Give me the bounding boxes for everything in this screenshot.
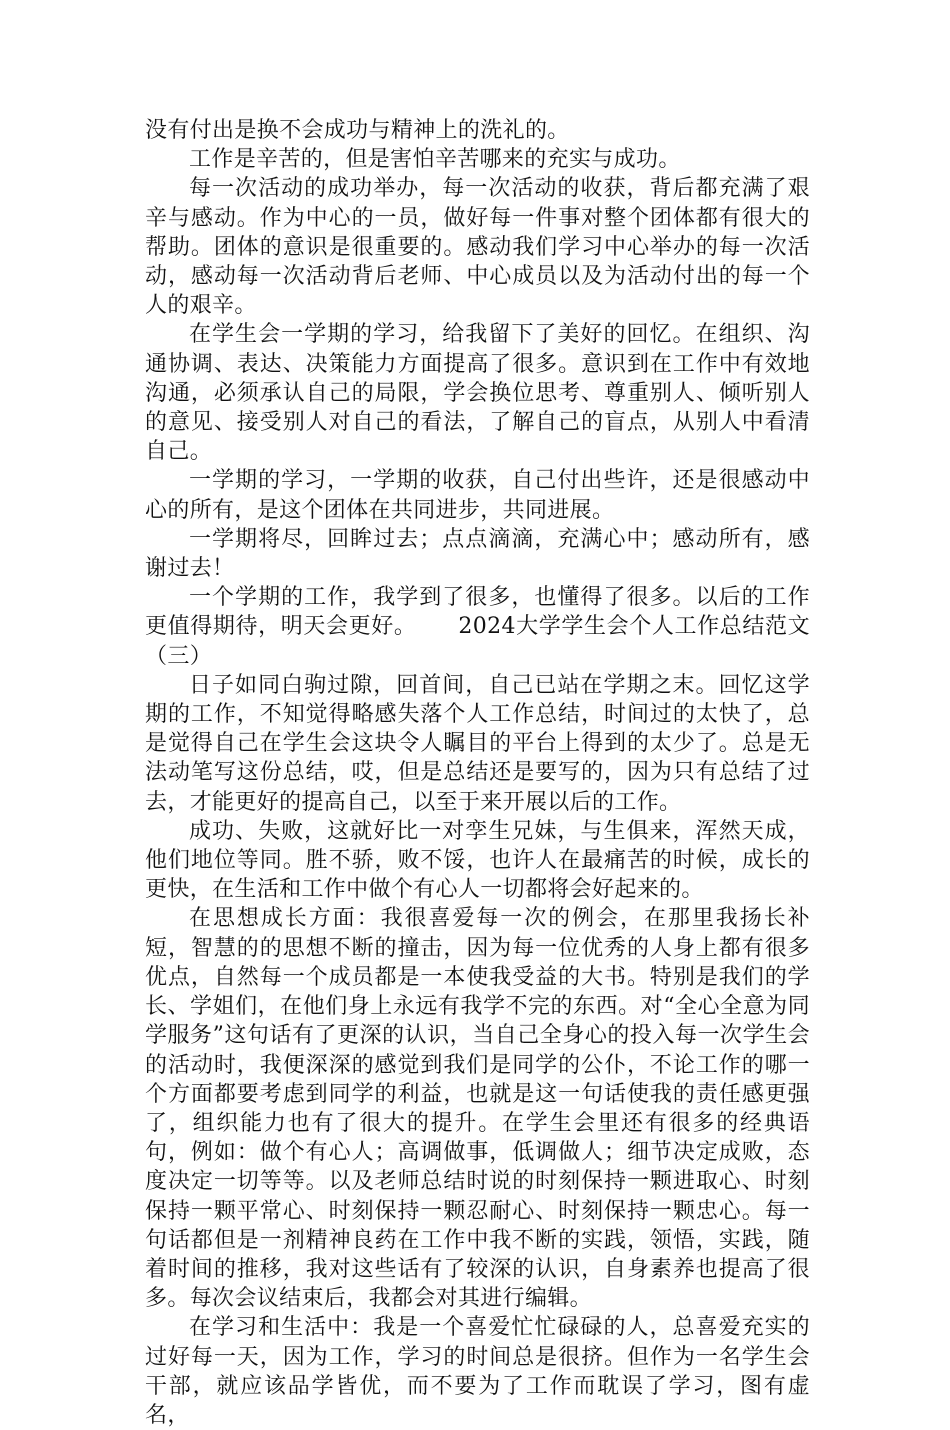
- paragraph-9: 成功、失败，这就好比一对孪生兄妹，与生俱来，浑然天成，他们地位等同。胜不骄，败不馁，也许人在最痛苦的时候，成长的更快，在生活和工作中做个有心人一切都将会好起来的。: [145, 818, 810, 903]
- paragraph-4: 在学生会一学期的学习，给我留下了美好的回忆。在组织、沟通协调、表达、决策能力方面提高了很多。意识到在工作中有效地沟通，必须承认自己的局限，学会换位思考、尊重别人、倾听别人的意见、接受别人对自己的看法，了解自己的盲点，从别人中看清自己。: [145, 322, 810, 465]
- paragraph-7: 一个学期的工作，我学到了很多，也懂得了很多。以后的工作更值得期待，明天会更好。 2024大学学生会个人工作总结范文（三）: [145, 585, 810, 669]
- paragraph-1: 没有付出是换不会成功与精神上的洗礼的。: [145, 118, 570, 143]
- paragraph-8: 日子如同白驹过隙，回首间，自己已站在学期之末。回忆这学期的工作，不知觉得略感失落个人工作总结，时间过的太快了，总是觉得自己在学生会这块令人瞩目的平台上得到的太少了。总是无法动笔写这份总结，哎，但是总结还是要写的，因为只有总结了过去，才能更好的提高自己，以至于来开展以后的工作。: [145, 672, 810, 815]
- paragraph-10: 在思想成长方面：我很喜爱每一次的例会，在那里我扬长补短，智慧的的思想不断的撞击，因为每一位优秀的人身上都有很多优点，自然每一个成员都是一本使我受益的大书。特别是我们的学长、学姐们，在他们身上永远有我学不完的东西。对“全心全意为同学服务”这句话有了更深的认识，当自己全身心的投入每一次学生会的活动时，我便深深的感觉到我们是同学的公仆，不论工作的哪一个方面都要考虑到同学的利益，也就是这一句话使我的责任感更强了，组织能力也有了很大的提升。在学生会里还有很多的经典语句，例如：做个有心人；高调做事，低调做人；细节决定成败，态度决定一切等等。以及老师总结时说的时刻保持一颗进取心、时刻保持一颗平常心、时刻保持一颗忍耐心、时刻保持一颗忠心。每一句话都但是一剂精神良药在工作中我不断的实践，领悟，实践，随着时间的推移，我对这些话有了较深的认识，自身素养也提高了很多。每次会议结束后，我都会对其进行编辑。: [145, 906, 810, 1312]
- document-body: [145, 116, 810, 1430]
- paragraph-5: 一学期的学习，一学期的收获，自己付出些许，还是很感动中心的所有，是这个团体在共同进步，共同进展。: [145, 468, 810, 523]
- paragraph-2: 工作是辛苦的，但是害怕辛苦哪来的充实与成功。: [189, 147, 681, 173]
- paragraph-3: 每一次活动的成功举办，每一次活动的收获，背后都充满了艰辛与感动。作为中心的一员，做好每一件事对整个团体都有很大的帮助。团体的意识是很重要的。感动我们学习中心举办的每一次活动，感动每一次活动背后老师、中心成员以及为活动付出的每一个人的艰辛。: [145, 176, 810, 319]
- paragraph-6: 一学期将尽，回眸过去；点点滴滴，充满心中；感动所有，感谢过去！: [145, 526, 810, 582]
- paragraph-11: 在学习和生活中：我是一个喜爱忙忙碌碌的人，总喜爱充实的过好每一天，因为工作，学习的时间总是很挤。但作为一名学生会干部，就应该品学皆优，而不要为了工作而耽误了学习，图有虚名，: [145, 1315, 810, 1428]
